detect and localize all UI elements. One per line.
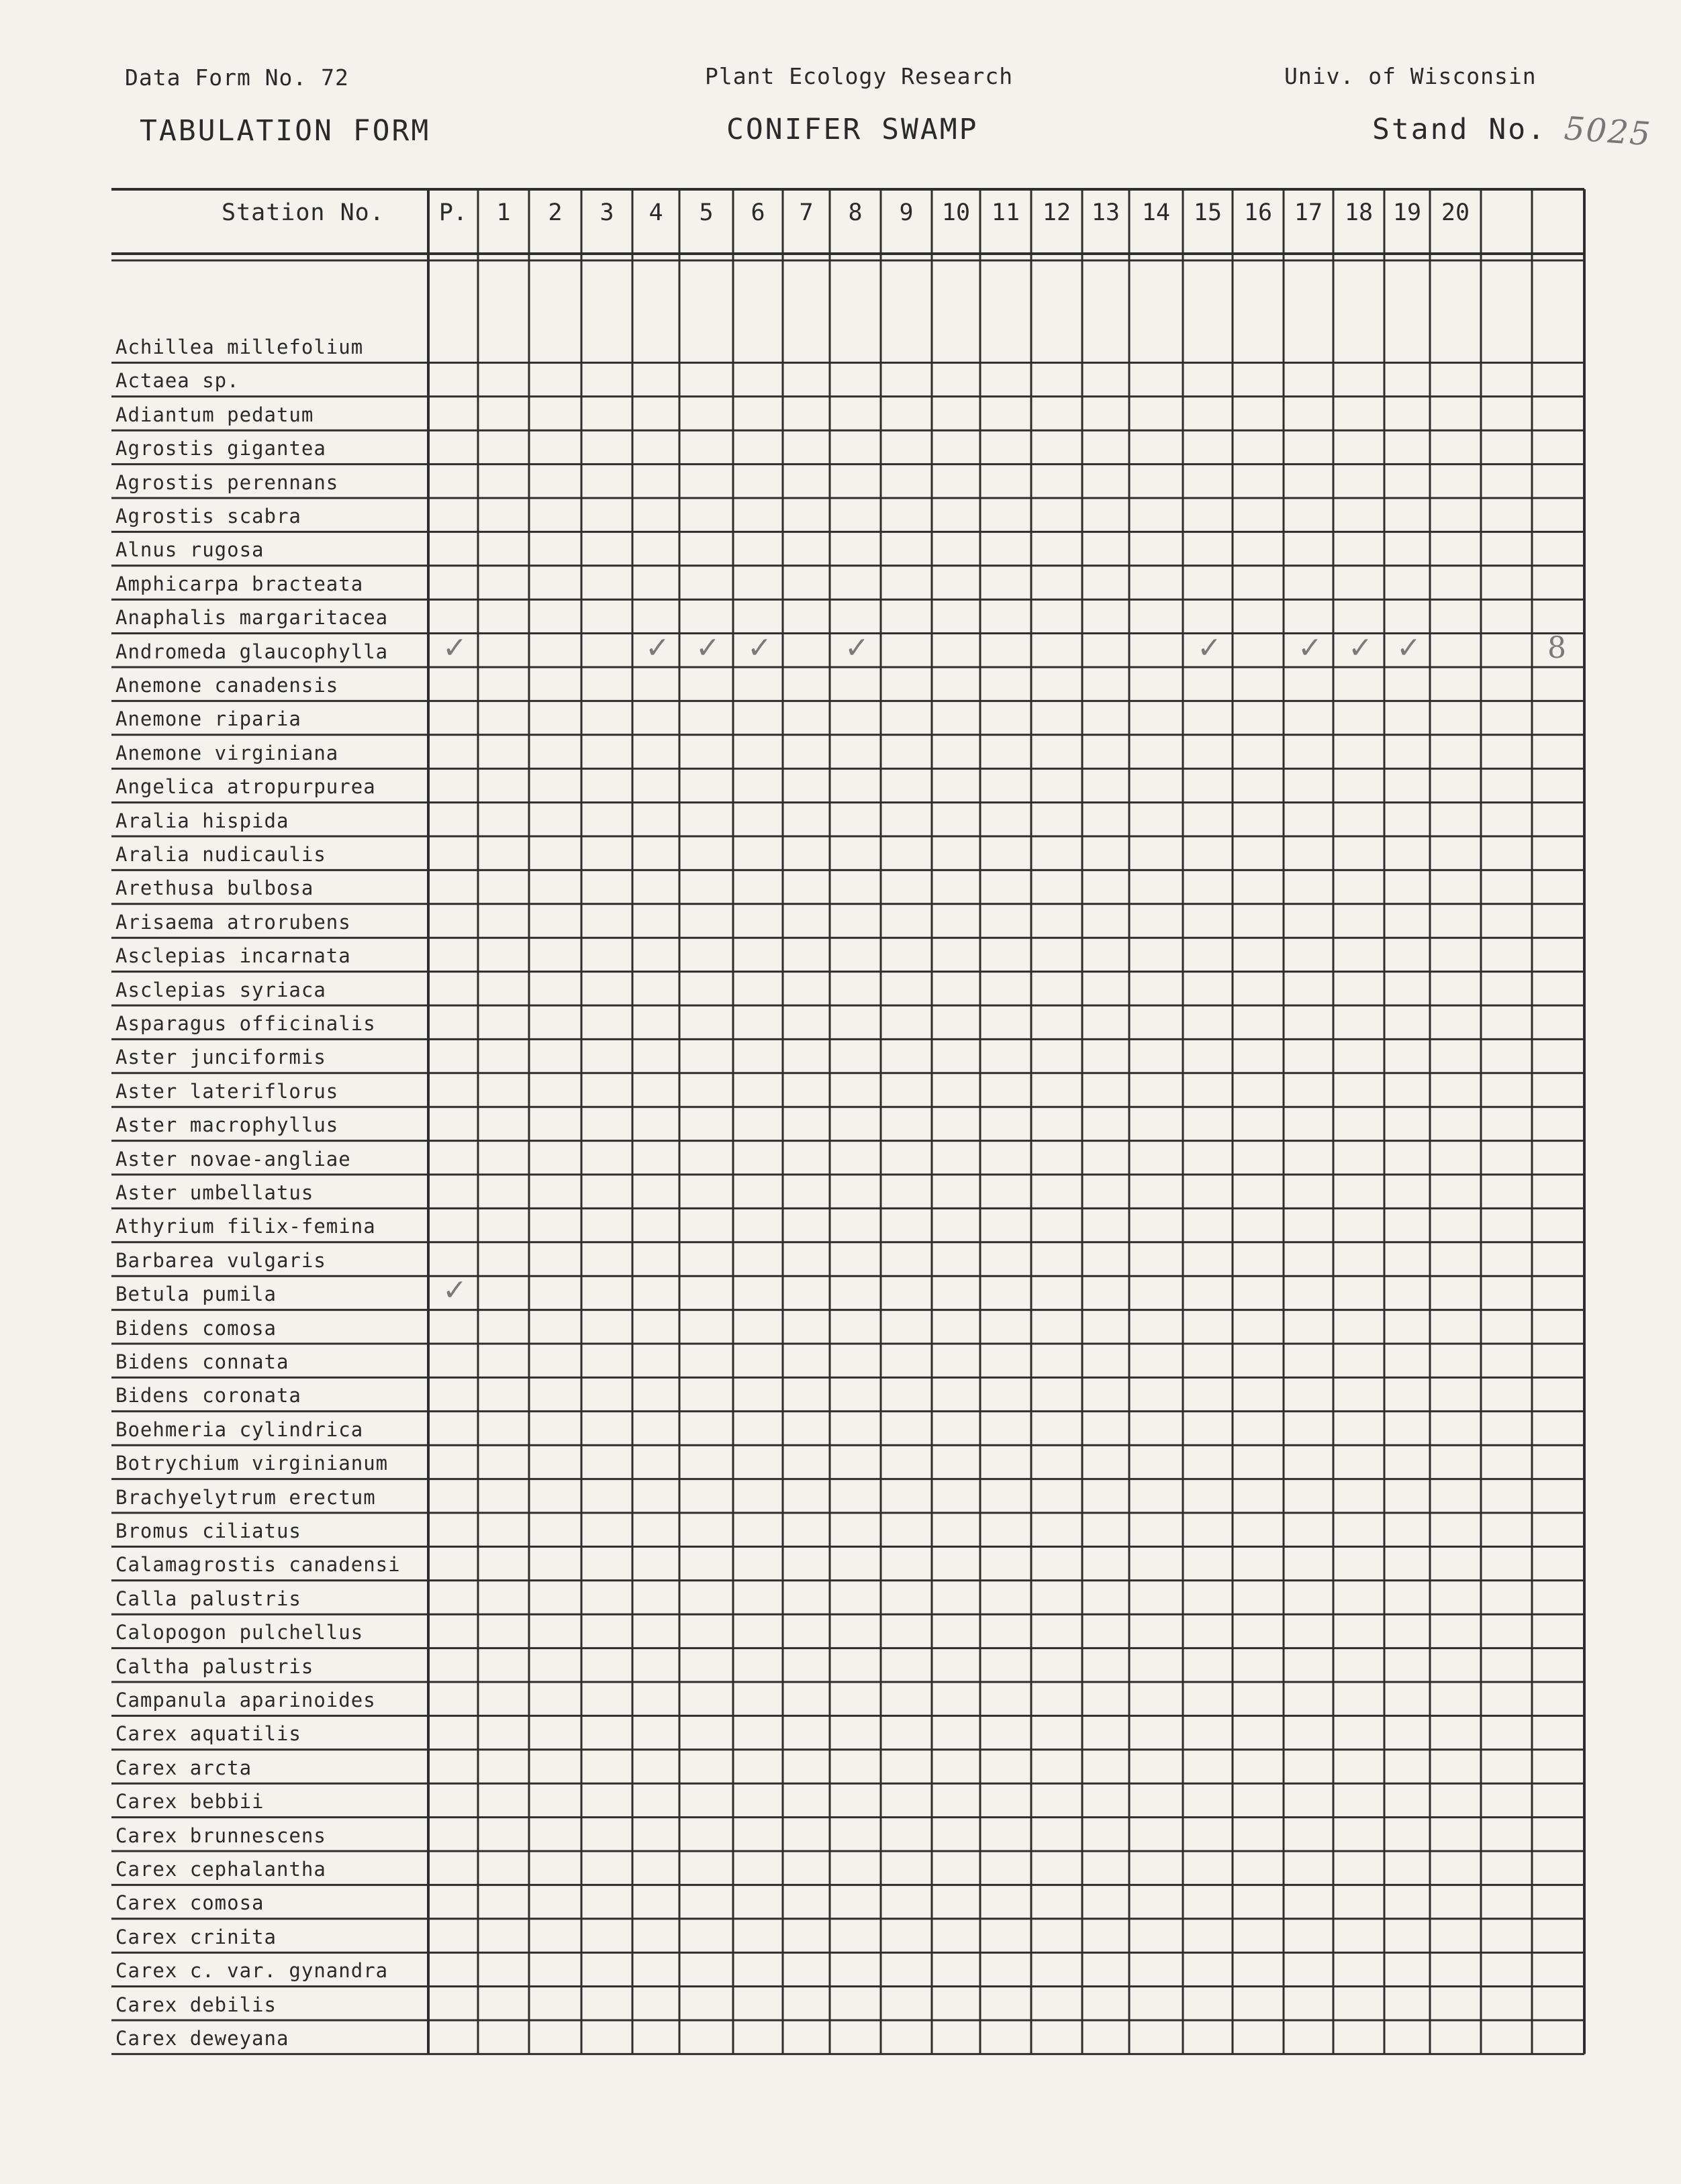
check-mark: ✓ [442,1273,467,1308]
species-name: Boehmeria cylindrica [115,1418,364,1441]
species-name: Bidens comosa [115,1316,277,1340]
species-name: Arethusa bulbosa [115,877,314,900]
species-name: Alnus rugosa [115,538,265,562]
stand-label: Stand No. [1372,113,1547,146]
species-name: Bidens coronata [115,1384,301,1407]
station-column-header: 1 [496,199,511,226]
species-name: Barbarea vulgaris [115,1248,326,1272]
species-name: Aralia nudicaulis [115,843,326,866]
check-mark: ✓ [1396,630,1421,665]
station-column-header: 15 [1193,199,1222,226]
species-name: Athyrium filix-femina [115,1215,376,1238]
check-mark: ✓ [442,630,467,665]
station-column-header: 16 [1243,199,1273,226]
species-name: Aster macrophyllus [115,1113,339,1137]
species-name: Brachyelytrum erectum [115,1485,376,1509]
species-name: Asclepias syriaca [115,978,326,1001]
species-name: Anemone riparia [115,707,301,731]
species-name: Campanula aparinoides [115,1689,376,1711]
check-mark: ✓ [845,630,869,665]
species-name: Carex arcta [115,1756,252,1779]
form-title: TABULATION FORM [140,114,431,148]
species-name: Calopogon pulchellus [115,1621,364,1644]
species-name: Achillea millefolium [115,336,364,358]
species-name: Calamagrostis canadensi [115,1553,401,1577]
species-name: Aster novae-angliae [115,1147,351,1171]
species-name: Carex cephalantha [115,1858,326,1881]
species-name: Calla palustris [115,1587,301,1610]
university: Univ. of Wisconsin [1284,63,1537,89]
station-column-header: 18 [1344,199,1374,226]
species-name: Carex c. var. gynandra [115,1959,389,1983]
station-column-header: 2 [548,199,563,226]
species-name: Anemone canadensis [115,674,339,697]
species-name: Caltha palustris [115,1654,314,1678]
species-name: Asclepias incarnata [115,944,351,968]
species-name: Agrostis perennans [115,470,339,494]
species-name: Botrychium virginianum [115,1452,389,1475]
check-mark: ✓ [645,630,670,665]
check-mark: ✓ [1298,630,1323,665]
station-column-header: 12 [1042,199,1071,226]
station-column-header: 9 [899,199,914,226]
species-name: Amphicarpa bracteata [115,572,364,595]
species-name: Agrostis scabra [115,505,301,528]
station-column-header: 3 [599,199,614,226]
species-name: Anemone virginiana [115,741,339,764]
species-name: Carex comosa [115,1891,265,1915]
species-name: Anaphalis margaritacea [115,606,389,630]
species-name: Carex aquatilis [115,1722,301,1746]
check-mark: ✓ [695,630,720,665]
check-mark: ✓ [1197,630,1222,665]
form-number: Data Form No. 72 [125,64,349,91]
species-name: Arisaema atrorubens [115,910,351,934]
species-name: Betula pumila [115,1283,277,1306]
species-name: Asparagus officinalis [115,1012,376,1035]
station-column-header: 13 [1091,199,1120,226]
station-column-header: 6 [751,199,765,226]
station-column-header: P. [438,199,468,226]
stand-number-handwritten: 5025 [1563,109,1653,154]
check-mark: ✓ [747,630,772,665]
station-column-header: 17 [1294,199,1323,226]
species-name: Angelica atropurpurea [115,775,376,799]
station-column-header: 11 [991,199,1020,226]
species-name: Bidens connata [115,1350,289,1373]
species-name: Andromeda glaucophylla [115,640,389,663]
station-column-header: 8 [848,199,863,226]
station-column-header: 4 [649,199,663,226]
station-column-header: 10 [941,199,971,226]
species-name: Carex bebbii [115,1790,265,1814]
species-name: Carex deweyana [115,2027,289,2050]
check-mark: ✓ [1348,630,1373,665]
species-name: Aster lateriflorus [115,1079,339,1103]
station-label: Station No. [222,199,385,226]
station-column-header: 7 [799,199,814,226]
research-title: Plant Ecology Research [705,63,1014,89]
species-name: Bromus ciliatus [115,1520,301,1542]
check-mark: 8 [1547,630,1566,665]
species-name: Carex crinita [115,1925,277,1948]
station-column-header: 20 [1441,199,1470,226]
species-name: Carex brunnescens [115,1824,326,1847]
species-name: Agrostis gigantea [115,437,326,460]
species-name: Carex debilis [115,1993,277,2016]
species-name: Adiantum pedatum [115,403,314,426]
species-name: Aralia hispida [115,809,289,832]
station-column-header: 14 [1141,199,1171,226]
station-column-header: 19 [1392,199,1422,226]
station-column-header: 5 [699,199,714,226]
species-name: Aster junciformis [115,1046,326,1069]
species-name: Actaea sp. [115,369,240,393]
community-title: CONIFER SWAMP [726,113,979,146]
species-name: Aster umbellatus [115,1181,314,1204]
